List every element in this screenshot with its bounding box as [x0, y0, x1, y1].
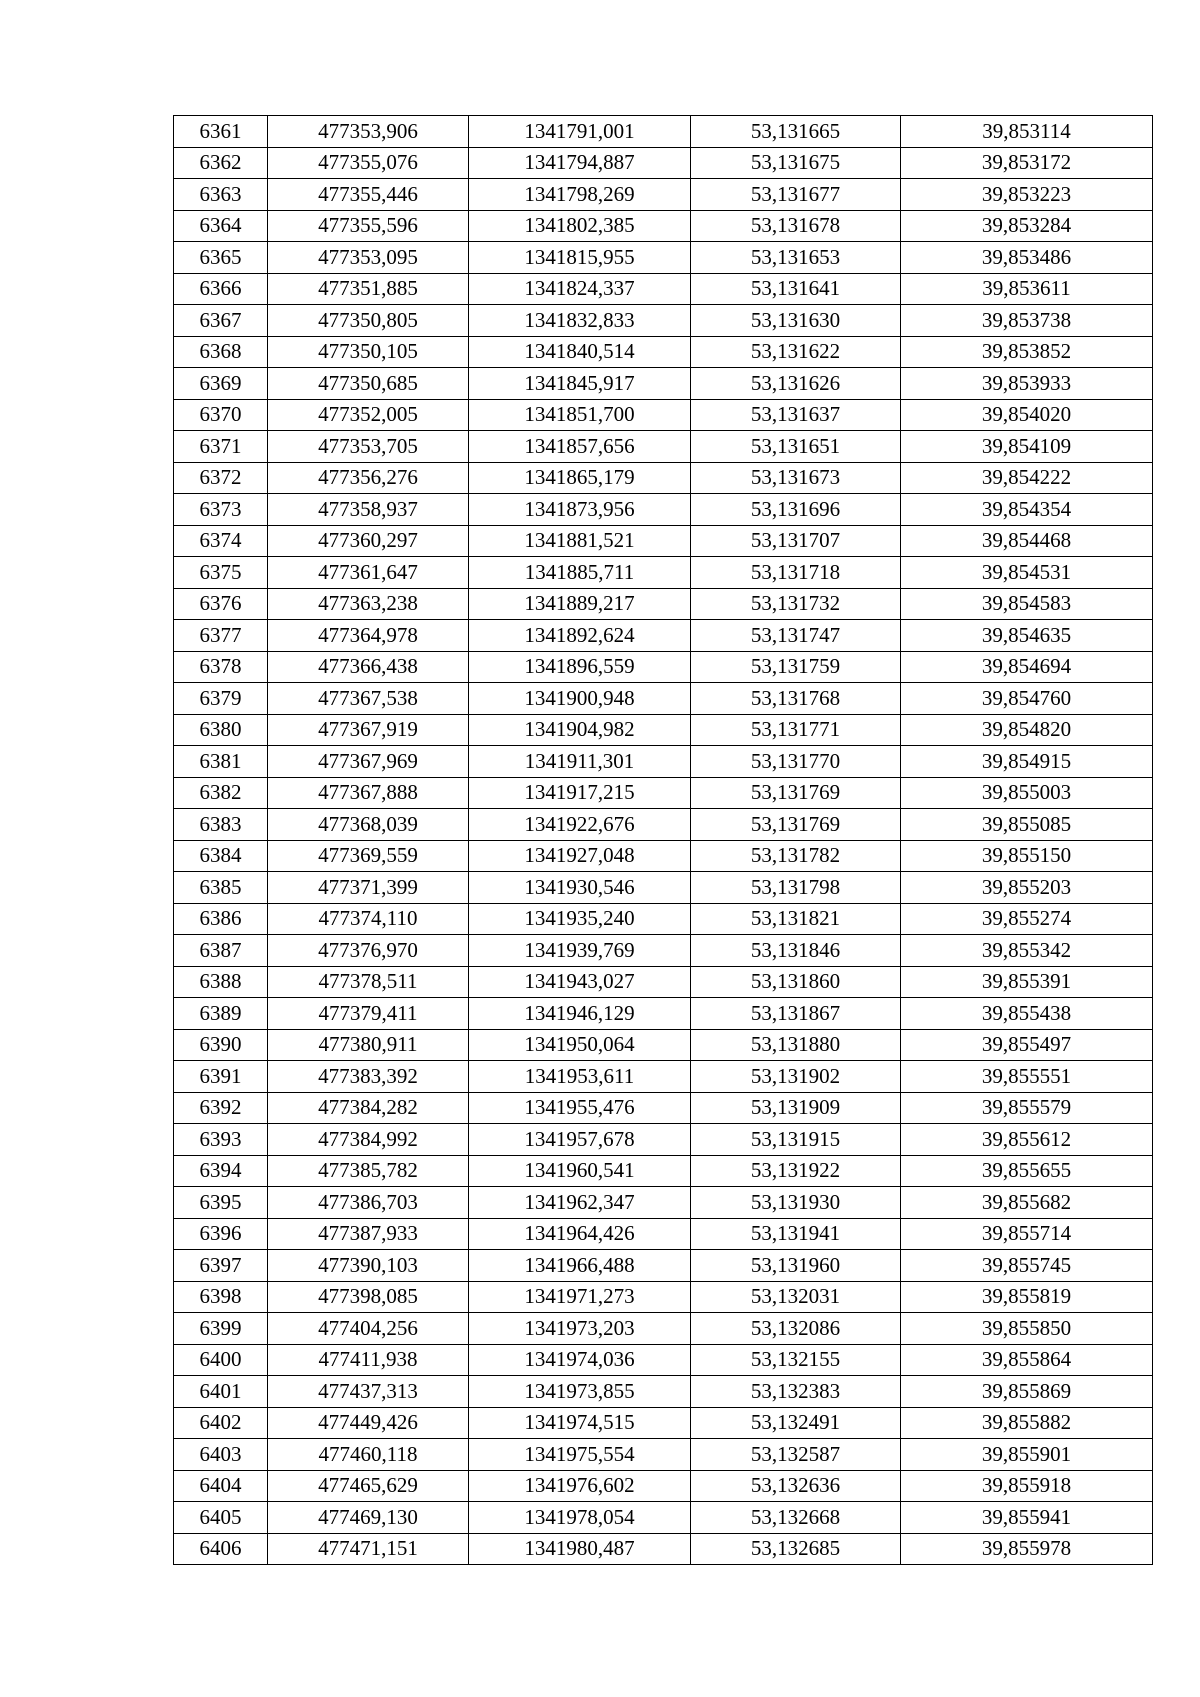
longitude-cell: 39,855497	[901, 1029, 1153, 1061]
point-number-cell: 6378	[174, 651, 268, 683]
y-coordinate-cell: 1341971,273	[469, 1281, 691, 1313]
y-coordinate-cell: 1341943,027	[469, 966, 691, 998]
longitude-cell: 39,854531	[901, 557, 1153, 589]
longitude-cell: 39,854222	[901, 462, 1153, 494]
latitude-cell: 53,132636	[691, 1470, 901, 1502]
table-row	[174, 1092, 1153, 1124]
point-number-cell: 6384	[174, 840, 268, 872]
table-row	[174, 651, 1153, 683]
x-coordinate-cell: 477367,969	[268, 746, 469, 778]
longitude-cell: 39,855864	[901, 1344, 1153, 1376]
y-coordinate-cell: 1341962,347	[469, 1187, 691, 1219]
table-row	[174, 368, 1153, 400]
latitude-cell: 53,131651	[691, 431, 901, 463]
longitude-cell: 39,855918	[901, 1470, 1153, 1502]
point-number-cell: 6377	[174, 620, 268, 652]
latitude-cell: 53,131665	[691, 116, 901, 148]
y-coordinate-cell: 1341978,054	[469, 1502, 691, 1534]
latitude-cell: 53,131941	[691, 1218, 901, 1250]
x-coordinate-cell: 477379,411	[268, 998, 469, 1030]
x-coordinate-cell: 477353,906	[268, 116, 469, 148]
table-row	[174, 966, 1153, 998]
longitude-cell: 39,855850	[901, 1313, 1153, 1345]
point-number-cell: 6382	[174, 777, 268, 809]
table-row	[174, 1061, 1153, 1093]
x-coordinate-cell: 477350,685	[268, 368, 469, 400]
table-row	[174, 525, 1153, 557]
table-row	[174, 746, 1153, 778]
point-number-cell: 6391	[174, 1061, 268, 1093]
latitude-cell: 53,131770	[691, 746, 901, 778]
longitude-cell: 39,853114	[901, 116, 1153, 148]
y-coordinate-cell: 1341922,676	[469, 809, 691, 841]
table-row	[174, 1407, 1153, 1439]
latitude-cell: 53,131867	[691, 998, 901, 1030]
x-coordinate-cell: 477404,256	[268, 1313, 469, 1345]
longitude-cell: 39,855901	[901, 1439, 1153, 1471]
table-row	[174, 1187, 1153, 1219]
point-number-cell: 6367	[174, 305, 268, 337]
point-number-cell: 6383	[174, 809, 268, 841]
longitude-cell: 39,855274	[901, 903, 1153, 935]
latitude-cell: 53,131771	[691, 714, 901, 746]
longitude-cell: 39,855978	[901, 1533, 1153, 1565]
x-coordinate-cell: 477358,937	[268, 494, 469, 526]
latitude-cell: 53,131675	[691, 147, 901, 179]
table-row	[174, 147, 1153, 179]
x-coordinate-cell: 477364,978	[268, 620, 469, 652]
latitude-cell: 53,131821	[691, 903, 901, 935]
x-coordinate-cell: 477384,282	[268, 1092, 469, 1124]
table-row	[174, 588, 1153, 620]
point-number-cell: 6375	[174, 557, 268, 589]
y-coordinate-cell: 1341980,487	[469, 1533, 691, 1565]
table-row	[174, 1344, 1153, 1376]
y-coordinate-cell: 1341885,711	[469, 557, 691, 589]
y-coordinate-cell: 1341845,917	[469, 368, 691, 400]
x-coordinate-cell: 477355,596	[268, 210, 469, 242]
longitude-cell: 39,854020	[901, 399, 1153, 431]
y-coordinate-cell: 1341957,678	[469, 1124, 691, 1156]
x-coordinate-cell: 477376,970	[268, 935, 469, 967]
table-row	[174, 273, 1153, 305]
table-row	[174, 935, 1153, 967]
table-row	[174, 998, 1153, 1030]
x-coordinate-cell: 477384,992	[268, 1124, 469, 1156]
table-row	[174, 462, 1153, 494]
latitude-cell: 53,131860	[691, 966, 901, 998]
y-coordinate-cell: 1341832,833	[469, 305, 691, 337]
x-coordinate-cell: 477465,629	[268, 1470, 469, 1502]
y-coordinate-cell: 1341892,624	[469, 620, 691, 652]
latitude-cell: 53,131909	[691, 1092, 901, 1124]
y-coordinate-cell: 1341840,514	[469, 336, 691, 368]
x-coordinate-cell: 477360,297	[268, 525, 469, 557]
point-number-cell: 6396	[174, 1218, 268, 1250]
table-row	[174, 1502, 1153, 1534]
longitude-cell: 39,854468	[901, 525, 1153, 557]
point-number-cell: 6405	[174, 1502, 268, 1534]
latitude-cell: 53,131846	[691, 935, 901, 967]
longitude-cell: 39,855682	[901, 1187, 1153, 1219]
point-number-cell: 6380	[174, 714, 268, 746]
y-coordinate-cell: 1341896,559	[469, 651, 691, 683]
table-row	[174, 840, 1153, 872]
x-coordinate-cell: 477355,446	[268, 179, 469, 211]
latitude-cell: 53,131798	[691, 872, 901, 904]
y-coordinate-cell: 1341975,554	[469, 1439, 691, 1471]
x-coordinate-cell: 477460,118	[268, 1439, 469, 1471]
table-row	[174, 809, 1153, 841]
latitude-cell: 53,132383	[691, 1376, 901, 1408]
table-row	[174, 242, 1153, 274]
latitude-cell: 53,131626	[691, 368, 901, 400]
latitude-cell: 53,132587	[691, 1439, 901, 1471]
longitude-cell: 39,855745	[901, 1250, 1153, 1282]
point-number-cell: 6366	[174, 273, 268, 305]
longitude-cell: 39,854820	[901, 714, 1153, 746]
point-number-cell: 6372	[174, 462, 268, 494]
longitude-cell: 39,855438	[901, 998, 1153, 1030]
point-number-cell: 6364	[174, 210, 268, 242]
table-row	[174, 1533, 1153, 1565]
x-coordinate-cell: 477385,782	[268, 1155, 469, 1187]
x-coordinate-cell: 477361,647	[268, 557, 469, 589]
longitude-cell: 39,853284	[901, 210, 1153, 242]
y-coordinate-cell: 1341900,948	[469, 683, 691, 715]
longitude-cell: 39,855941	[901, 1502, 1153, 1534]
y-coordinate-cell: 1341904,982	[469, 714, 691, 746]
x-coordinate-cell: 477350,105	[268, 336, 469, 368]
point-number-cell: 6386	[174, 903, 268, 935]
latitude-cell: 53,132668	[691, 1502, 901, 1534]
latitude-cell: 53,132086	[691, 1313, 901, 1345]
table-row	[174, 1281, 1153, 1313]
y-coordinate-cell: 1341889,217	[469, 588, 691, 620]
latitude-cell: 53,131732	[691, 588, 901, 620]
table-row	[174, 305, 1153, 337]
latitude-cell: 53,131769	[691, 809, 901, 841]
point-number-cell: 6387	[174, 935, 268, 967]
point-number-cell: 6374	[174, 525, 268, 557]
x-coordinate-cell: 477471,151	[268, 1533, 469, 1565]
latitude-cell: 53,131696	[691, 494, 901, 526]
point-number-cell: 6379	[174, 683, 268, 715]
y-coordinate-cell: 1341794,887	[469, 147, 691, 179]
longitude-cell: 39,855579	[901, 1092, 1153, 1124]
longitude-cell: 39,853852	[901, 336, 1153, 368]
x-coordinate-cell: 477469,130	[268, 1502, 469, 1534]
coordinates-table-body	[174, 116, 1153, 1565]
longitude-cell: 39,855612	[901, 1124, 1153, 1156]
point-number-cell: 6402	[174, 1407, 268, 1439]
latitude-cell: 53,131653	[691, 242, 901, 274]
y-coordinate-cell: 1341873,956	[469, 494, 691, 526]
point-number-cell: 6376	[174, 588, 268, 620]
latitude-cell: 53,131673	[691, 462, 901, 494]
longitude-cell: 39,855819	[901, 1281, 1153, 1313]
table-row	[174, 116, 1153, 148]
point-number-cell: 6393	[174, 1124, 268, 1156]
point-number-cell: 6368	[174, 336, 268, 368]
point-number-cell: 6401	[174, 1376, 268, 1408]
point-number-cell: 6389	[174, 998, 268, 1030]
y-coordinate-cell: 1341865,179	[469, 462, 691, 494]
longitude-cell: 39,855150	[901, 840, 1153, 872]
table-row	[174, 1376, 1153, 1408]
latitude-cell: 53,132491	[691, 1407, 901, 1439]
latitude-cell: 53,131678	[691, 210, 901, 242]
x-coordinate-cell: 477386,703	[268, 1187, 469, 1219]
y-coordinate-cell: 1341851,700	[469, 399, 691, 431]
longitude-cell: 39,854635	[901, 620, 1153, 652]
y-coordinate-cell: 1341974,036	[469, 1344, 691, 1376]
latitude-cell: 53,131637	[691, 399, 901, 431]
table-row	[174, 1439, 1153, 1471]
longitude-cell: 39,854354	[901, 494, 1153, 526]
table-row	[174, 1029, 1153, 1061]
x-coordinate-cell: 477383,392	[268, 1061, 469, 1093]
longitude-cell: 39,854583	[901, 588, 1153, 620]
latitude-cell: 53,131880	[691, 1029, 901, 1061]
point-number-cell: 6385	[174, 872, 268, 904]
latitude-cell: 53,131915	[691, 1124, 901, 1156]
point-number-cell: 6365	[174, 242, 268, 274]
longitude-cell: 39,855003	[901, 777, 1153, 809]
latitude-cell: 53,131747	[691, 620, 901, 652]
point-number-cell: 6392	[174, 1092, 268, 1124]
x-coordinate-cell: 477437,313	[268, 1376, 469, 1408]
longitude-cell: 39,854915	[901, 746, 1153, 778]
table-row	[174, 1313, 1153, 1345]
point-number-cell: 6370	[174, 399, 268, 431]
longitude-cell: 39,855342	[901, 935, 1153, 967]
latitude-cell: 53,131622	[691, 336, 901, 368]
x-coordinate-cell: 477374,110	[268, 903, 469, 935]
point-number-cell: 6400	[174, 1344, 268, 1376]
latitude-cell: 53,131641	[691, 273, 901, 305]
longitude-cell: 39,853486	[901, 242, 1153, 274]
table-row	[174, 683, 1153, 715]
point-number-cell: 6381	[174, 746, 268, 778]
longitude-cell: 39,853933	[901, 368, 1153, 400]
table-row	[174, 903, 1153, 935]
point-number-cell: 6369	[174, 368, 268, 400]
point-number-cell: 6404	[174, 1470, 268, 1502]
y-coordinate-cell: 1341802,385	[469, 210, 691, 242]
y-coordinate-cell: 1341917,215	[469, 777, 691, 809]
table-row	[174, 210, 1153, 242]
y-coordinate-cell: 1341791,001	[469, 116, 691, 148]
y-coordinate-cell: 1341798,269	[469, 179, 691, 211]
y-coordinate-cell: 1341911,301	[469, 746, 691, 778]
longitude-cell: 39,855085	[901, 809, 1153, 841]
x-coordinate-cell: 477356,276	[268, 462, 469, 494]
point-number-cell: 6403	[174, 1439, 268, 1471]
x-coordinate-cell: 477411,938	[268, 1344, 469, 1376]
point-number-cell: 6397	[174, 1250, 268, 1282]
y-coordinate-cell: 1341973,203	[469, 1313, 691, 1345]
longitude-cell: 39,855391	[901, 966, 1153, 998]
x-coordinate-cell: 477350,805	[268, 305, 469, 337]
x-coordinate-cell: 477378,511	[268, 966, 469, 998]
y-coordinate-cell: 1341966,488	[469, 1250, 691, 1282]
latitude-cell: 53,131922	[691, 1155, 901, 1187]
longitude-cell: 39,854760	[901, 683, 1153, 715]
y-coordinate-cell: 1341960,541	[469, 1155, 691, 1187]
y-coordinate-cell: 1341974,515	[469, 1407, 691, 1439]
y-coordinate-cell: 1341953,611	[469, 1061, 691, 1093]
y-coordinate-cell: 1341976,602	[469, 1470, 691, 1502]
y-coordinate-cell: 1341857,656	[469, 431, 691, 463]
longitude-cell: 39,853611	[901, 273, 1153, 305]
x-coordinate-cell: 477367,888	[268, 777, 469, 809]
y-coordinate-cell: 1341935,240	[469, 903, 691, 935]
point-number-cell: 6373	[174, 494, 268, 526]
longitude-cell: 39,854109	[901, 431, 1153, 463]
table-row	[174, 336, 1153, 368]
y-coordinate-cell: 1341930,546	[469, 872, 691, 904]
latitude-cell: 53,131782	[691, 840, 901, 872]
latitude-cell: 53,131759	[691, 651, 901, 683]
y-coordinate-cell: 1341939,769	[469, 935, 691, 967]
y-coordinate-cell: 1341950,064	[469, 1029, 691, 1061]
x-coordinate-cell: 477368,039	[268, 809, 469, 841]
longitude-cell: 39,855714	[901, 1218, 1153, 1250]
y-coordinate-cell: 1341927,048	[469, 840, 691, 872]
point-number-cell: 6395	[174, 1187, 268, 1219]
longitude-cell: 39,853172	[901, 147, 1153, 179]
latitude-cell: 53,131677	[691, 179, 901, 211]
y-coordinate-cell: 1341964,426	[469, 1218, 691, 1250]
longitude-cell: 39,855203	[901, 872, 1153, 904]
point-number-cell: 6371	[174, 431, 268, 463]
latitude-cell: 53,131960	[691, 1250, 901, 1282]
y-coordinate-cell: 1341824,337	[469, 273, 691, 305]
point-number-cell: 6388	[174, 966, 268, 998]
table-row	[174, 714, 1153, 746]
table-row	[174, 872, 1153, 904]
longitude-cell: 39,855869	[901, 1376, 1153, 1408]
x-coordinate-cell: 477380,911	[268, 1029, 469, 1061]
x-coordinate-cell: 477355,076	[268, 147, 469, 179]
x-coordinate-cell: 477369,559	[268, 840, 469, 872]
x-coordinate-cell: 477449,426	[268, 1407, 469, 1439]
point-number-cell: 6361	[174, 116, 268, 148]
coordinates-table	[173, 115, 1153, 1565]
longitude-cell: 39,855655	[901, 1155, 1153, 1187]
table-row	[174, 1155, 1153, 1187]
point-number-cell: 6394	[174, 1155, 268, 1187]
y-coordinate-cell: 1341973,855	[469, 1376, 691, 1408]
table-row	[174, 179, 1153, 211]
x-coordinate-cell: 477353,095	[268, 242, 469, 274]
y-coordinate-cell: 1341946,129	[469, 998, 691, 1030]
longitude-cell: 39,855551	[901, 1061, 1153, 1093]
point-number-cell: 6398	[174, 1281, 268, 1313]
latitude-cell: 53,131768	[691, 683, 901, 715]
point-number-cell: 6390	[174, 1029, 268, 1061]
longitude-cell: 39,853223	[901, 179, 1153, 211]
latitude-cell: 53,132031	[691, 1281, 901, 1313]
table-row	[174, 1470, 1153, 1502]
x-coordinate-cell: 477351,885	[268, 273, 469, 305]
table-row	[174, 1124, 1153, 1156]
x-coordinate-cell: 477353,705	[268, 431, 469, 463]
point-number-cell: 6363	[174, 179, 268, 211]
latitude-cell: 53,132685	[691, 1533, 901, 1565]
x-coordinate-cell: 477390,103	[268, 1250, 469, 1282]
x-coordinate-cell: 477352,005	[268, 399, 469, 431]
x-coordinate-cell: 477387,933	[268, 1218, 469, 1250]
y-coordinate-cell: 1341881,521	[469, 525, 691, 557]
point-number-cell: 6406	[174, 1533, 268, 1565]
x-coordinate-cell: 477367,919	[268, 714, 469, 746]
x-coordinate-cell: 477398,085	[268, 1281, 469, 1313]
table-row	[174, 431, 1153, 463]
point-number-cell: 6399	[174, 1313, 268, 1345]
latitude-cell: 53,132155	[691, 1344, 901, 1376]
table-row	[174, 399, 1153, 431]
latitude-cell: 53,131630	[691, 305, 901, 337]
table-row	[174, 1250, 1153, 1282]
x-coordinate-cell: 477371,399	[268, 872, 469, 904]
latitude-cell: 53,131769	[691, 777, 901, 809]
x-coordinate-cell: 477363,238	[268, 588, 469, 620]
longitude-cell: 39,855882	[901, 1407, 1153, 1439]
table-row	[174, 1218, 1153, 1250]
longitude-cell: 39,853738	[901, 305, 1153, 337]
y-coordinate-cell: 1341955,476	[469, 1092, 691, 1124]
x-coordinate-cell: 477367,538	[268, 683, 469, 715]
point-number-cell: 6362	[174, 147, 268, 179]
latitude-cell: 53,131902	[691, 1061, 901, 1093]
x-coordinate-cell: 477366,438	[268, 651, 469, 683]
y-coordinate-cell: 1341815,955	[469, 242, 691, 274]
latitude-cell: 53,131930	[691, 1187, 901, 1219]
latitude-cell: 53,131707	[691, 525, 901, 557]
longitude-cell: 39,854694	[901, 651, 1153, 683]
table-row	[174, 777, 1153, 809]
table-row	[174, 620, 1153, 652]
latitude-cell: 53,131718	[691, 557, 901, 589]
table-row	[174, 494, 1153, 526]
table-row	[174, 557, 1153, 589]
